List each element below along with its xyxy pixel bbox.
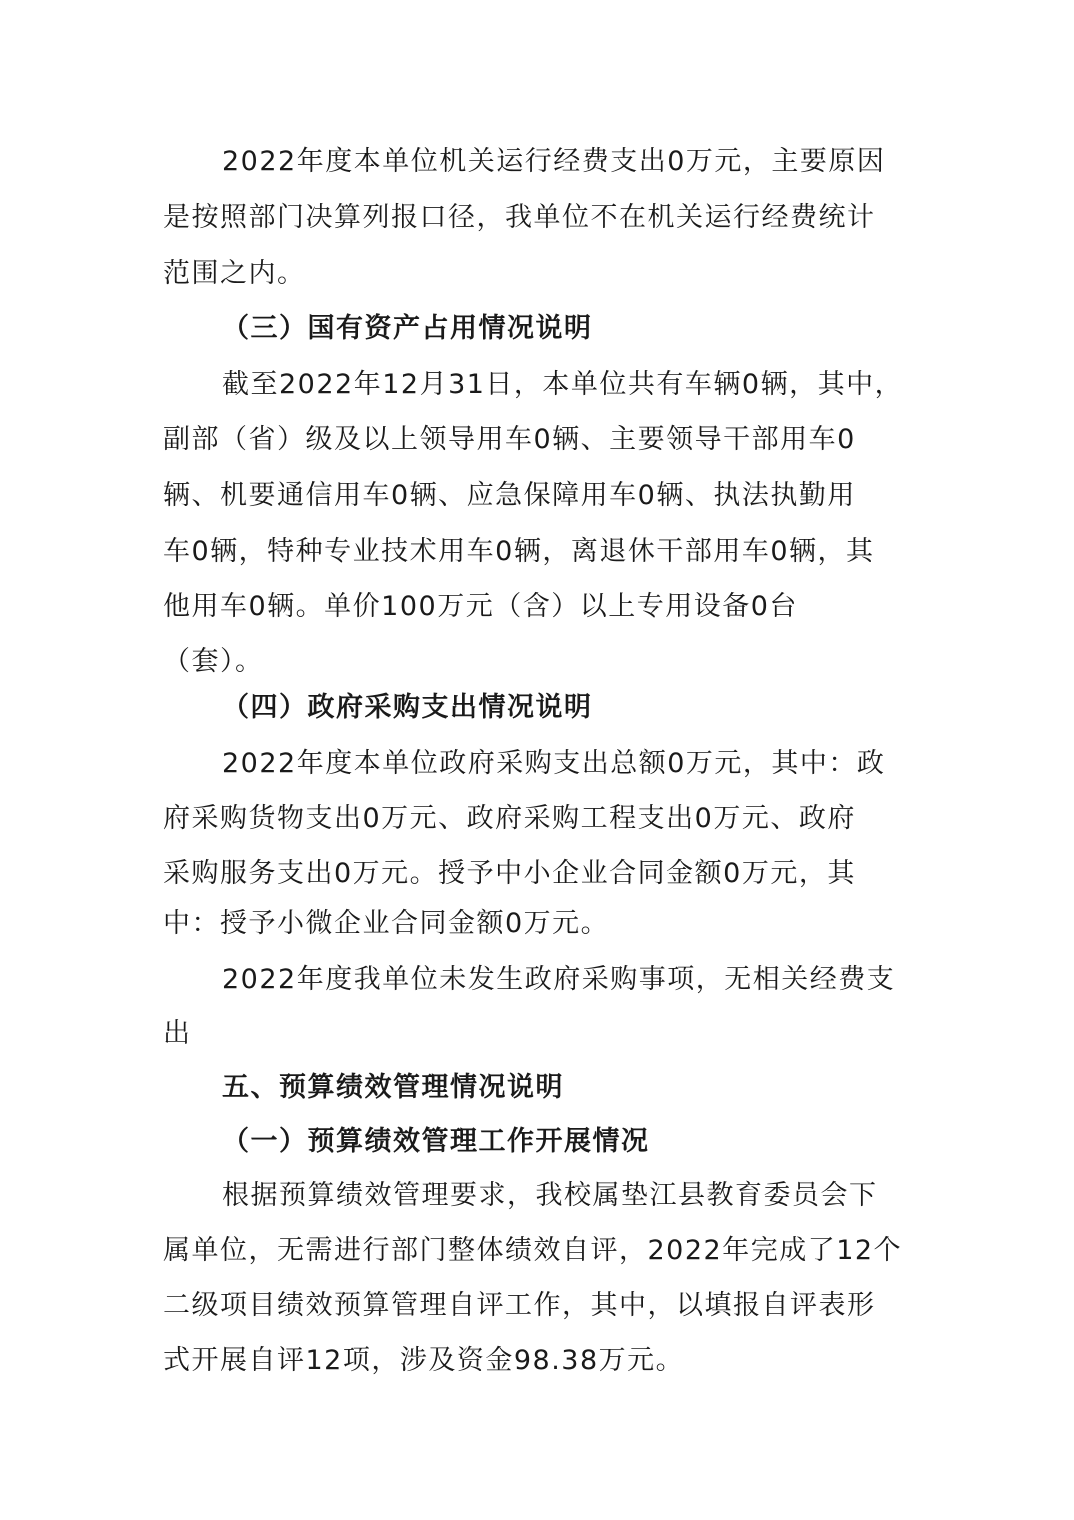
section-heading: （三）国有资产占用情况说明 xyxy=(222,313,593,344)
paragraph-line: 2022年度本单位政府采购支出总额0万元，其中：政 xyxy=(222,748,886,779)
paragraph-line: 副部（省）级及以上领导用车0辆、主要领导干部用车0 xyxy=(163,424,856,455)
paragraph-line: 是按照部门决算列报口径，我单位不在机关运行经费统计 xyxy=(163,202,876,233)
paragraph-line: 属单位，无需进行部门整体绩效自评，2022年完成了12个 xyxy=(163,1235,903,1266)
paragraph-line: 二级项目绩效预算管理自评工作，其中，以填报自评表形 xyxy=(163,1290,876,1321)
paragraph-line: 式开展自评12项，涉及资金98.38万元。 xyxy=(163,1345,685,1376)
paragraph-line: 范围之内。 xyxy=(163,258,306,289)
paragraph-line: 根据预算绩效管理要求，我校属垫江县教育委员会下 xyxy=(222,1180,878,1211)
paragraph-line: 府采购货物支出0万元、政府采购工程支出0万元、政府 xyxy=(163,803,856,834)
section-heading: （一）预算绩效管理工作开展情况 xyxy=(222,1126,650,1157)
paragraph-line: 他用车0辆。单价100万元（含）以上专用设备0台 xyxy=(163,591,798,622)
paragraph-line: 采购服务支出0万元。授予中小企业合同金额0万元，其 xyxy=(163,858,856,889)
paragraph-line: 2022年度我单位未发生政府采购事项，无相关经费支 xyxy=(222,964,896,995)
paragraph-line: 中：授予小微企业合同金额0万元。 xyxy=(163,908,610,939)
section-heading: （四）政府采购支出情况说明 xyxy=(222,692,593,723)
section-heading: 五、预算绩效管理情况说明 xyxy=(222,1072,564,1103)
paragraph-line: 车0辆，特种专业技术用车0辆，离退休干部用车0辆，其 xyxy=(163,536,875,567)
paragraph-line: 辆、机要通信用车0辆、应急保障用车0辆、执法执勤用 xyxy=(163,480,856,511)
paragraph-line: 2022年度本单位机关运行经费支出0万元，主要原因 xyxy=(222,146,886,177)
paragraph-line: 出 xyxy=(163,1018,192,1049)
paragraph-line: （套）。 xyxy=(163,646,264,677)
paragraph-line: 截至2022年12月31日，本单位共有车辆0辆，其中， xyxy=(222,369,904,400)
